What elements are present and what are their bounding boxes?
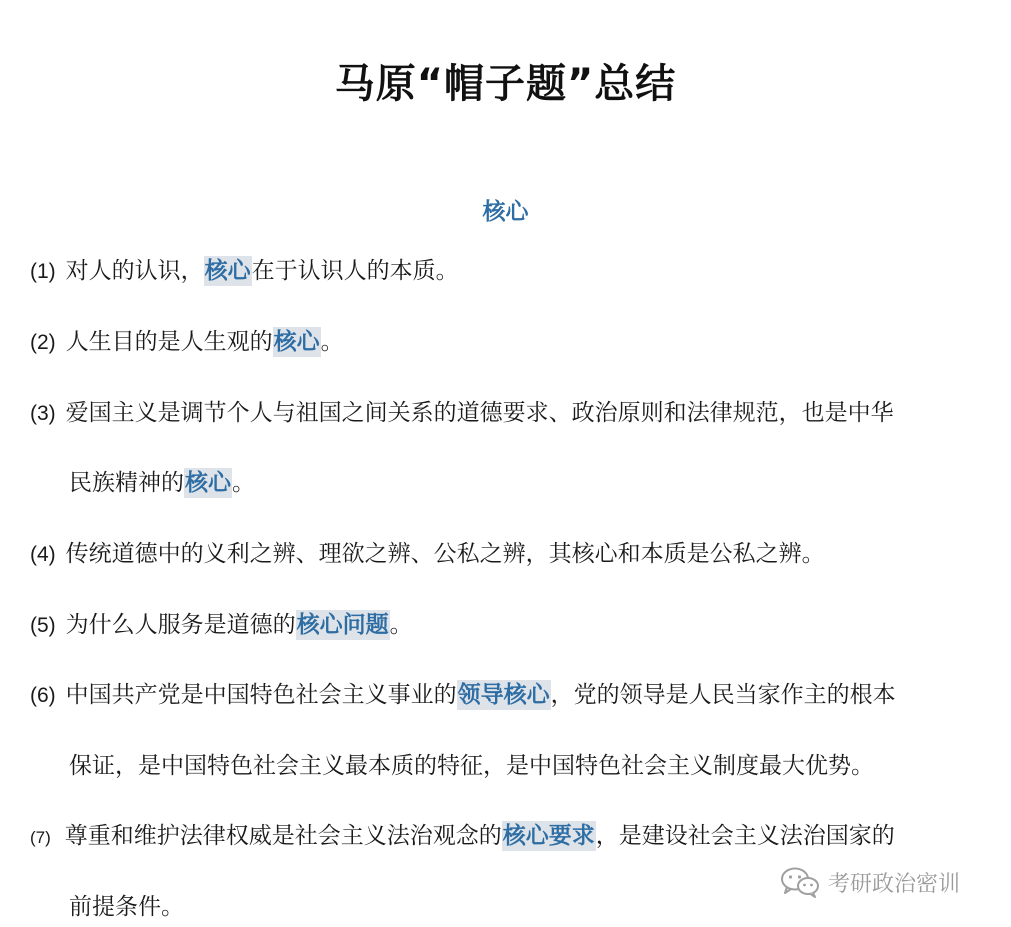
item-text: 。 [389,612,413,638]
item-text: 。 [320,329,344,355]
highlight-keyword: 核心 [273,329,320,355]
item-text: 中国共产党是中国特色社会主义事业的 [65,682,457,708]
highlight-keyword: 核心问题 [296,612,389,638]
list-item-3 [30,396,894,431]
item-number: (3) [30,402,56,425]
list-item-7-continued [69,890,184,924]
watermark-text: 考研政治密训 [828,871,961,897]
highlight-keyword: 核心 [185,470,231,496]
highlight-keyword: 领导核心 [457,682,550,708]
section-heading: 核心 [482,199,529,225]
item-text: 为什么人服务是道德的 [65,612,296,638]
item-number: (6) [30,684,56,707]
watermark [780,866,960,898]
item-text: ，是建设社会主义法治国家的 [595,823,895,849]
item-number: (4) [30,543,56,566]
item-text: 在于认识人的本质。 [251,258,459,284]
list-item-2 [30,325,344,360]
item-text: 民族精神的 [69,470,184,496]
item-text: 爱国主义是调节个人与祖国之间关系的道德要求、政治原则和法律规范，也是中华 [65,400,894,426]
item-text: 对人的认识， [65,258,204,284]
item-text: 尊重和维护法律权威是社会主义法治观念的 [64,823,502,849]
list-item-1 [30,254,459,289]
item-number: (1) [30,260,56,283]
item-number: (7) [30,828,51,847]
list-item-3-continued [69,466,255,500]
list-item-6-continued [69,749,874,783]
item-number: (5) [30,614,56,637]
page-title: 马原“帽子题”总结 [334,61,677,107]
item-text: 。 [232,470,255,496]
item-text: 保证，是中国特色社会主义最本质的特征，是中国特色社会主义制度最大优势。 [69,753,874,779]
item-text: 人生目的是人生观的 [65,329,273,355]
item-text: ，党的领导是人民当家作主的根本 [550,682,896,708]
list-item-5 [30,608,413,643]
highlight-keyword: 核心要求 [502,823,595,849]
wechat-icon [780,866,820,898]
item-text: 前提条件。 [69,894,184,920]
list-item-4 [30,537,825,572]
highlight-keyword: 核心 [204,258,251,284]
item-number: (2) [30,331,56,354]
list-item-7 [30,819,895,855]
item-text: 传统道德中的义利之辨、理欲之辨、公私之辨，其核心和本质是公私之辨。 [65,541,825,567]
list-item-6 [30,678,896,713]
